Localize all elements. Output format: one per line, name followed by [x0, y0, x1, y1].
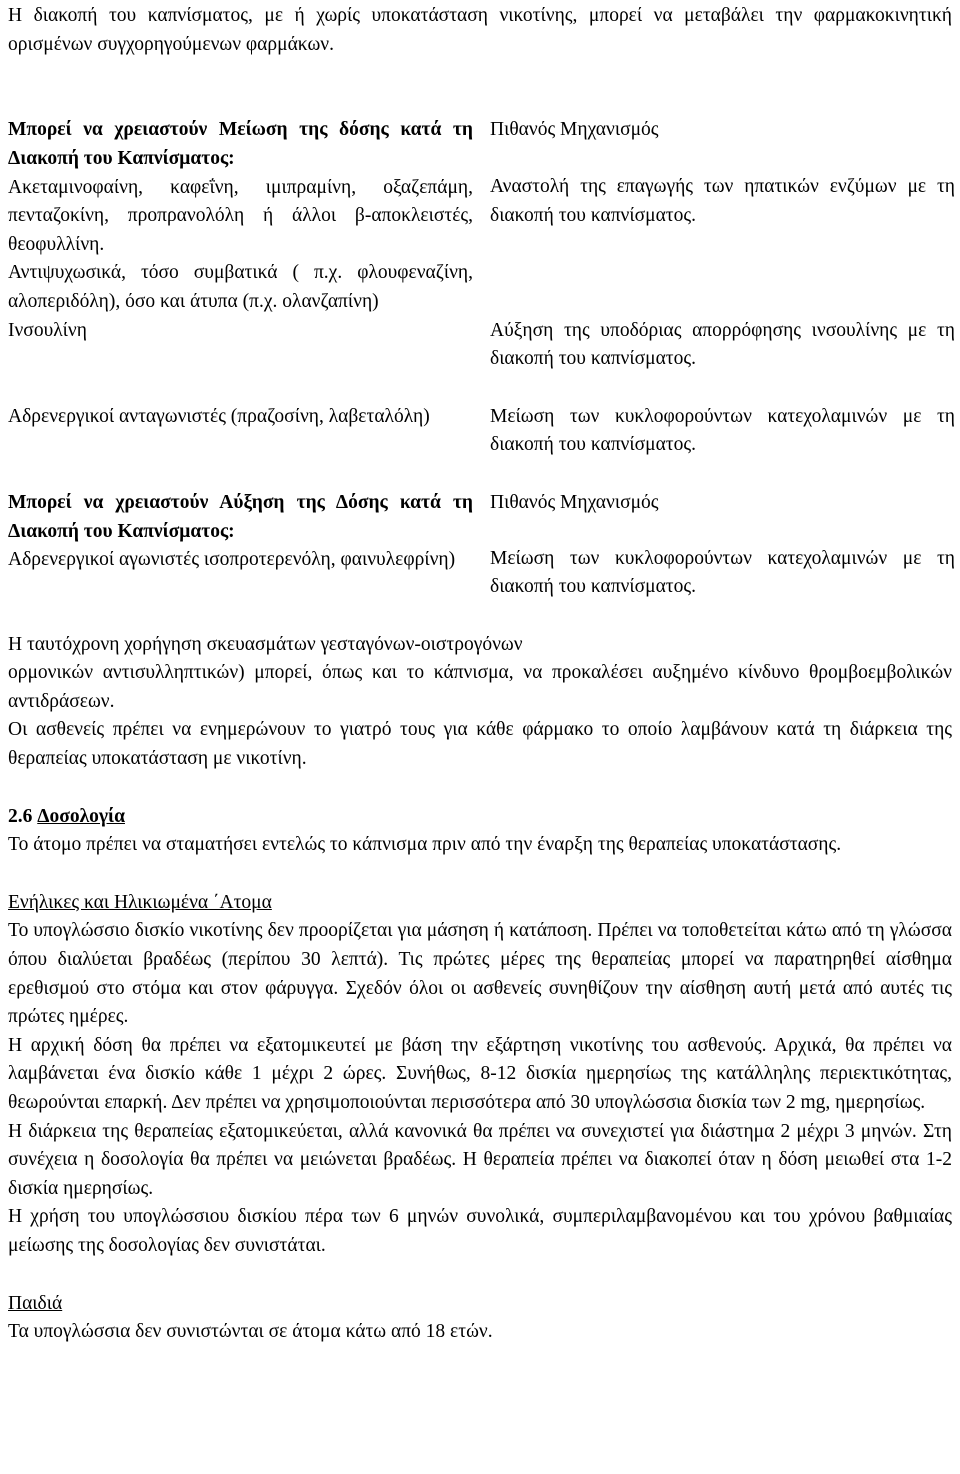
adults-paragraph-4: Η χρήση του υπογλώσσιου δισκίου πέρα των 6 μηνών συνολικά, συμπεριλαμβανομένου και του χρόνου βαθμιαίας μείωσης της δοσολογίας δεν συνιστάται. — [8, 1206, 952, 1256]
children-text: Τα υπογλώσσια δεν συνιστώνται σε άτομα κάτω από 18 ετών. — [8, 1321, 493, 1343]
drugs-list-3: Ινσουλίνη — [8, 319, 87, 341]
hormones-paragraph: ορμονικών αντισυλληπτικών) μπορεί, όπως και το κάπνισμα, να προκαλέσει αυξημένο κίνδυνο θρομβοεμβολικών αντιδράσεων. — [8, 662, 952, 712]
adults-paragraph-1: Το υπογλώσσιο δισκίο νικοτίνης δεν προορίζεται για μάσηση ή κατάποση. Πρέπει να τοποθετείται κάτω από τη γλώσσα όπου διαλύεται βραδέως (περίπου 30 λεπτά). Τις πρώτες μέρες της θεραπείας μπορεί να παρατηρηθεί αίσθημα ερεθισμού στο στόμα και στον φάρυγγα. Σχεδόν όλοι οι ασθενείς συνηθίζουν την αίσθηση αυτή μετά από αυτές τις πρώτες ημέρες. — [8, 920, 952, 1028]
adults-paragraph-3: Η διάρκεια της θεραπείας εξατομικεύεται, αλλά κανονικά θα πρέπει να συνεχιστεί για διάστημα 2 μέχρι 3 μηνών. Στη συνέχεια η δοσολογία θα πρέπει να μειώνεται βραδέως. Η θεραπεία πρέπει να διακοπεί όταν η δόση μειωθεί στα 1-2 δισκία ημερησίως. — [8, 1120, 952, 1199]
mechanism-4: Μείωση των κυκλοφορούντων κατεχολαμινών με τη διακοπή του καπνίσματος. — [490, 405, 955, 456]
dose-increase-heading: Μπορεί να χρειαστούν Αύξηση της Δόσης κατά τη Διακοπή του Καπνίσματος: — [8, 491, 473, 542]
drugs-list-5: Αδρενεργικοί αγωνιστές ισοπροτερενόλη, φαινυλεφρίνη) — [8, 549, 456, 571]
interaction-row-4 — [8, 489, 955, 602]
intro-paragraph: Η διακοπή του καπνίσματος, με ή χωρίς υποκατάσταση νικοτίνης, μπορεί να μεταβάλει την φαρμακοκινητική ορισμένων συγχορηγούμενων φαρμάκων. — [8, 5, 952, 55]
dosage-intro: Το άτομο πρέπει να σταματήσει εντελώς το κάπνισμα πριν από την έναρξη της θεραπείας υποκατάστασης. — [8, 834, 842, 856]
interaction-row-3 — [8, 403, 955, 460]
interaction-row-2 — [8, 317, 955, 374]
dosage-section-heading — [8, 803, 952, 832]
adults-paragraph-2: Η αρχική δόση θα πρέπει να εξατομικευτεί με βάση την εξάρτηση νικοτίνης του ασθενούς. Αρχικά, θα πρέπει να λαμβάνεται ένα δισκίο κάθε 1 μέχρι 2 ώρες. Συνήθως, 8-12 δισκία ημερησίως της κατάλληλης περιεκτικότητας, θεωρούνται επαρκή. Δεν πρέπει να χρησιμοποιούνται περισσότερα από 30 υπογλώσσια δισκία των 2 mg, ημερησίως. — [8, 1034, 952, 1113]
inform-paragraph: Οι ασθενείς πρέπει να ενημερώνουν το γιατρό τους για κάθε φάρμακο το οποίο λαμβάνουν κατά τη διάρκεια της θεραπείας υποκατάσταση με νικοτίνη. — [8, 719, 952, 770]
mechanism-heading-1: Πιθανός Μηχανισμός — [490, 119, 659, 141]
dosage-section-number: 2.6 — [8, 805, 33, 827]
drugs-list-2: Αντιψυχωσικά, τόσο συμβατικά ( π.χ. φλουφεναζίνη, αλοπεριδόλη), όσο και άτυπα (π.χ. ολανζαπίνη) — [8, 262, 473, 312]
mechanism-1: Αναστολή της επαγωγής των ηπατικών ενζύμων με τη διακοπή του καπνίσματος. — [490, 175, 955, 226]
drugs-list-1: Ακεταμινοφαίνη, καφεΐνη, ιμιπραμίνη, οξαζεπάμη, πενταζοκίνη, προπρανολόλη ή άλλοι β-αποκλειστές, θεοφυλλίνη. — [8, 176, 473, 255]
drugs-list-4: Αδρενεργικοί ανταγωνιστές (πραζοσίνη, λαβεταλόλη) — [8, 405, 430, 427]
mechanism-3: Αύξηση της υποδόριας απορρόφησης ινσουλίνης με τη διακοπή του καπνίσματος. — [490, 319, 955, 370]
dosage-section-title: Δοσολογία — [37, 805, 125, 827]
children-heading: Παιδιά — [8, 1292, 63, 1314]
interaction-row-1 — [8, 116, 955, 316]
dose-decrease-heading: Μπορεί να χρειαστούν Μείωση της δόσης κατά τη Διακοπή του Καπνίσματος: — [8, 119, 473, 169]
mechanism-5: Μείωση των κυκλοφορούντων κατεχολαμινών με τη διακοπή του καπνίσματος. — [490, 547, 955, 598]
mechanism-heading-2: Πιθανός Μηχανισμός — [490, 491, 659, 513]
hormones-line-1: Η ταυτόχρονη χορήγηση σκευασμάτων γεσταγόνων-οιστρογόνων — [8, 633, 523, 655]
adults-heading: Ενήλικες και Ηλικιωμένα ΄Ατομα — [8, 891, 272, 913]
document-page — [8, 2, 955, 1347]
